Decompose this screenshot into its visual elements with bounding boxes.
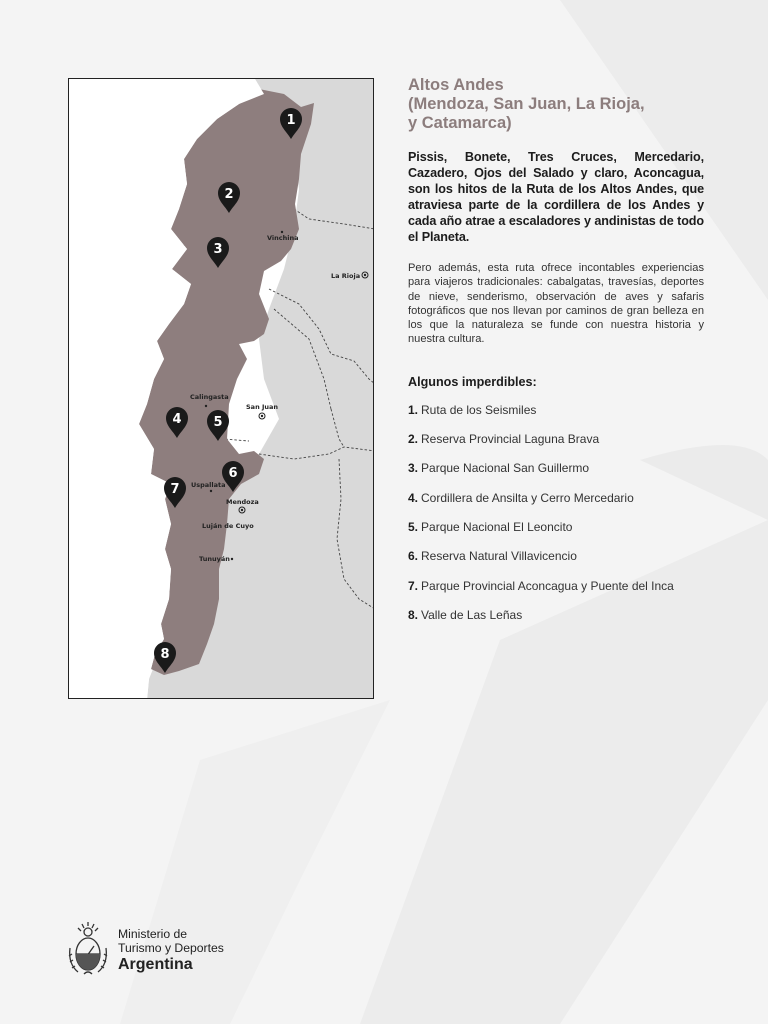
svg-text:6: 6 <box>228 466 238 481</box>
list-item: 5. Parque Nacional El Leoncito <box>408 519 573 534</box>
list-item: 6. Reserva Natural Villavicencio <box>408 549 577 564</box>
page-title <box>408 76 704 133</box>
title-line-1: Altos Andes <box>408 76 504 94</box>
svg-text:2: 2 <box>224 187 234 202</box>
svg-text:5: 5 <box>213 415 223 430</box>
label-calingasta: Calingasta <box>190 393 229 401</box>
coat-of-arms-icon <box>66 918 110 978</box>
label-vinchina: Vinchina <box>267 234 299 242</box>
label-tunuyan: Tunuyán <box>199 555 230 563</box>
list-item: 8. Valle de Las Leñas <box>408 607 523 622</box>
body-paragraph: Pero además, esta ruta ofrece incontables experiencias para viajeros tradicionales: cabalgatas, travesías, deportes de nieve, senderismo, observación de aves y safaris fotográficos que nos llevan por caminos de gran belleza en los que la naturaleza se funde con nuestra historia y nuestra cultura. <box>408 262 704 346</box>
must-see-list <box>408 403 704 637</box>
route-map <box>68 78 374 699</box>
must-see-title: Algunos imperdibles: <box>408 374 537 389</box>
label-uspallata: Uspallata <box>191 481 226 489</box>
label-mendoza: Mendoza <box>226 498 259 506</box>
svg-text:3: 3 <box>213 242 223 257</box>
svg-text:4: 4 <box>172 412 182 427</box>
svg-text:7: 7 <box>170 482 180 497</box>
svg-text:8: 8 <box>160 647 170 662</box>
list-item: 2. Reserva Provincial Laguna Brava <box>408 432 600 447</box>
label-san-juan: San Juan <box>246 403 279 411</box>
title-line-3: y Catamarca) <box>408 114 512 132</box>
list-item: 7. Parque Provincial Aconcagua y Puente del Inca <box>408 578 674 593</box>
label-la-rioja: La Rioja <box>331 272 361 280</box>
content-column <box>408 76 704 637</box>
ministry-footer <box>66 918 326 982</box>
svg-text:1: 1 <box>286 113 296 128</box>
org-country: Argentina <box>118 956 193 973</box>
list-item: 1. Ruta de los Seismiles <box>408 402 537 417</box>
org-line-1: Ministerio de <box>118 927 188 941</box>
label-lujan-de-cuyo: Luján de Cuyo <box>202 522 254 530</box>
lead-paragraph: Pissis, Bonete, Tres Cruces, Mercedario, Cazadero, Ojos del Salado y claro, Aconcagua, son los hitos de la Ruta de los Altos Andes, que atraviesa parte de la cordillera de los Andes y cada año atrae a escaladores y andinistas de todo el Planeta. <box>408 150 704 244</box>
org-line-2: Turismo y Deportes <box>118 941 224 955</box>
list-item: 3. Parque Nacional San Guillermo <box>408 461 590 476</box>
title-line-2: (Mendoza, San Juan, La Rioja, <box>408 95 645 113</box>
list-item: 4. Cordillera de Ansilta y Cerro Mercedario <box>408 490 634 505</box>
